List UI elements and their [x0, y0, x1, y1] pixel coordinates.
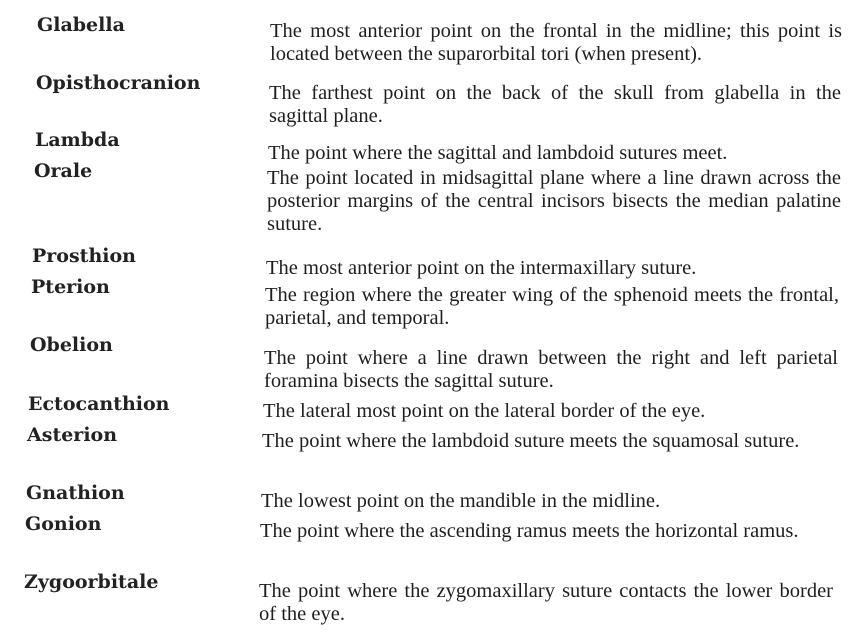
term-orale: Orale — [34, 160, 93, 182]
definition-gonion: The point where the ascending ramus meets the horizontal ramus. — [260, 520, 799, 542]
definition-glabella: The most anterior point on the frontal in the midline; this point is located between the suparorbital tori (when present). — [270, 20, 842, 65]
definition-lambda: The point where the sagittal and lambdoid sutures meet. — [268, 142, 728, 164]
term-gnathion: Gnathion — [26, 482, 125, 504]
definition-ectocanthion: The lateral most point on the lateral border of the eye. — [263, 400, 706, 422]
definition-orale: The point located in midsagittal plane where a line drawn across the posterior margins of the central incisors bisects the median palatine suture. — [267, 167, 841, 235]
term-obelion: Obelion — [30, 334, 113, 356]
definition-gnathion: The lowest point on the mandible in the midline. — [261, 490, 661, 512]
definition-asterion: The point where the lambdoid suture meets the squamosal suture. — [262, 430, 800, 452]
term-lambda: Lambda — [35, 129, 120, 151]
term-pterion: Pterion — [31, 276, 110, 298]
term-prosthion: Prosthion — [32, 245, 136, 267]
definition-pterion: The region where the greater wing of the sphenoid meets the frontal, parietal, and temporal. — [265, 284, 839, 329]
definition-obelion: The point where a line drawn between the right and left parietal foramina bisects the sagittal suture. — [264, 347, 838, 392]
definition-prosthion: The most anterior point on the intermaxillary suture. — [266, 257, 697, 279]
term-asterion: Asterion — [27, 424, 118, 446]
term-zygoorbitale: Zygoorbitale — [24, 571, 159, 593]
term-ectocanthion: Ectocanthion — [28, 393, 170, 415]
term-gonion: Gonion — [25, 513, 102, 535]
definition-opisthocranion: The farthest point on the back of the skull from glabella in the sagittal plane. — [269, 82, 841, 127]
definition-zygoorbitale: The point where the zygomaxillary suture contacts the lower border of the eye. — [259, 580, 833, 625]
term-glabella: Glabella — [37, 14, 125, 36]
term-opisthocranion: Opisthocranion — [36, 72, 201, 94]
